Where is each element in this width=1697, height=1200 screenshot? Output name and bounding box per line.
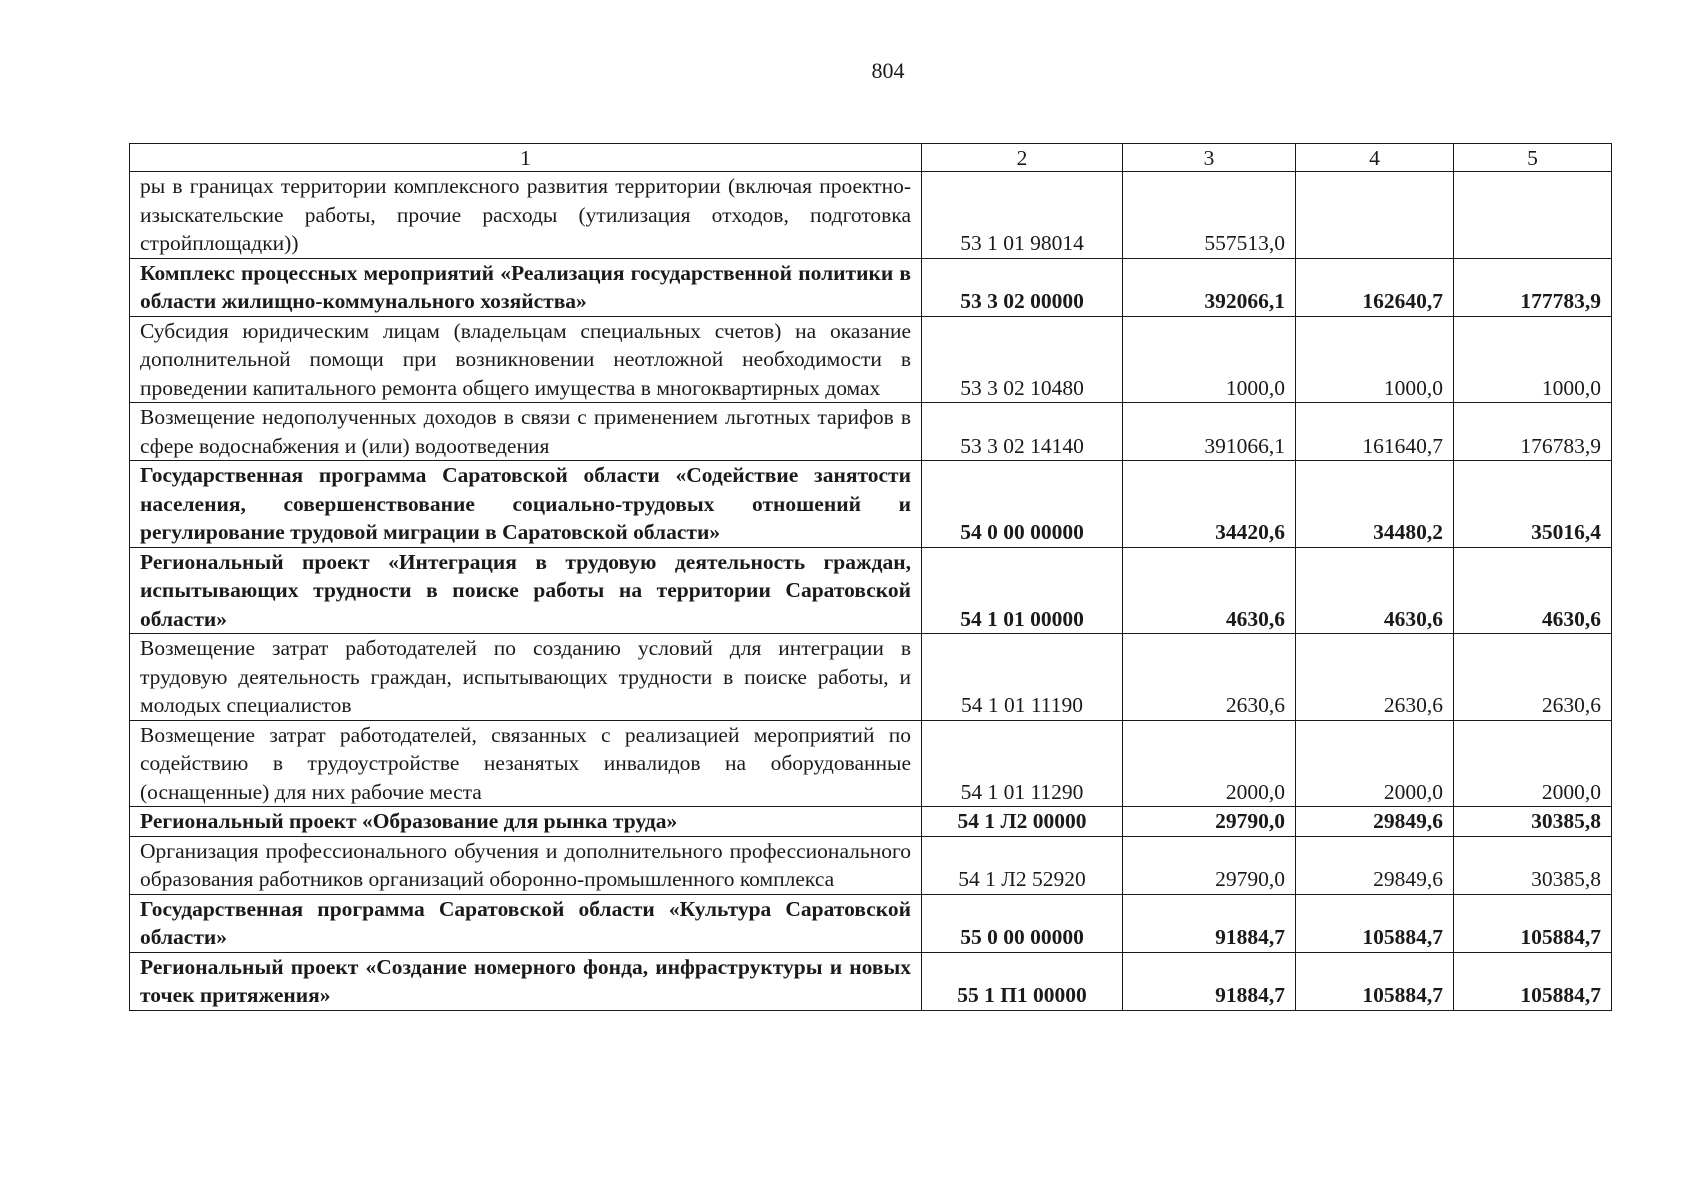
- row-value-5: 35016,4: [1454, 461, 1612, 548]
- row-value-4: 29849,6: [1296, 836, 1454, 894]
- row-value-5: 105884,7: [1454, 894, 1612, 952]
- row-value-3: 1000,0: [1123, 316, 1296, 403]
- row-value-3: 29790,0: [1123, 836, 1296, 894]
- row-value-3: 2000,0: [1123, 720, 1296, 807]
- row-code: 53 1 01 98014: [922, 172, 1123, 259]
- table-row: [130, 172, 1612, 259]
- row-value-3: 391066,1: [1123, 403, 1296, 461]
- row-name: Региональный проект «Интеграция в трудовую деятельность граждан, испытывающих трудности в поиске работы на территории Саратовской области»: [130, 547, 922, 634]
- page-number: 804: [871, 58, 905, 83]
- row-code: 54 1 Л2 52920: [922, 836, 1123, 894]
- row-value-3: 34420,6: [1123, 461, 1296, 548]
- row-name: Государственная программа Саратовской области «Содействие занятости населения, совершенствование социально-трудовых отношений и регулирование трудовой миграции в Саратовской области»: [130, 461, 922, 548]
- column-header-1: 1: [130, 144, 922, 172]
- row-name: Региональный проект «Создание номерного фонда, инфраструктуры и новых точек притяжения»: [130, 952, 922, 1010]
- row-value-5: 30385,8: [1454, 807, 1612, 837]
- table-row: [130, 316, 1612, 403]
- row-value-5: 1000,0: [1454, 316, 1612, 403]
- row-code: 54 1 Л2 00000: [922, 807, 1123, 837]
- row-value-4: 161640,7: [1296, 403, 1454, 461]
- row-value-3: 29790,0: [1123, 807, 1296, 837]
- row-value-5: 4630,6: [1454, 547, 1612, 634]
- column-header-2: 2: [922, 144, 1123, 172]
- table-row: [130, 258, 1612, 316]
- row-value-4: 105884,7: [1296, 894, 1454, 952]
- row-name: Региональный проект «Образование для рынка труда»: [130, 807, 922, 837]
- table-row: [130, 461, 1612, 548]
- row-value-5: 105884,7: [1454, 952, 1612, 1010]
- column-header-5: 5: [1454, 144, 1612, 172]
- row-code: 53 3 02 00000: [922, 258, 1123, 316]
- row-code: 54 0 00 00000: [922, 461, 1123, 548]
- table-row: [130, 807, 1612, 837]
- row-code: 55 0 00 00000: [922, 894, 1123, 952]
- row-name: Возмещение затрат работодателей, связанных с реализацией мероприятий по содействию в трудоустройстве незанятых инвалидов на оборудованные (оснащенные) для них рабочие места: [130, 720, 922, 807]
- column-header-3: 3: [1123, 144, 1296, 172]
- row-value-4: 105884,7: [1296, 952, 1454, 1010]
- column-header-4: 4: [1296, 144, 1454, 172]
- row-code: 54 1 01 00000: [922, 547, 1123, 634]
- row-code: 53 3 02 14140: [922, 403, 1123, 461]
- table-row: [130, 547, 1612, 634]
- row-value-5: 176783,9: [1454, 403, 1612, 461]
- row-name: Возмещение затрат работодателей по созданию условий для интеграции в трудовую деятельность граждан, испытывающих трудности в поиске работы, и молодых специалистов: [130, 634, 922, 721]
- row-value-5: 30385,8: [1454, 836, 1612, 894]
- row-value-4: 2630,6: [1296, 634, 1454, 721]
- row-value-4: 4630,6: [1296, 547, 1454, 634]
- row-value-5: [1454, 172, 1612, 259]
- row-value-4: 29849,6: [1296, 807, 1454, 837]
- row-value-5: 2630,6: [1454, 634, 1612, 721]
- table-row: [130, 634, 1612, 721]
- row-value-4: 162640,7: [1296, 258, 1454, 316]
- row-value-3: 2630,6: [1123, 634, 1296, 721]
- row-value-3: 91884,7: [1123, 952, 1296, 1010]
- row-value-3: 392066,1: [1123, 258, 1296, 316]
- row-name: Возмещение недополученных доходов в связи с применением льготных тарифов в сфере водоснабжения и (или) водоотведения: [130, 403, 922, 461]
- row-code: 55 1 П1 00000: [922, 952, 1123, 1010]
- row-code: 53 3 02 10480: [922, 316, 1123, 403]
- budget-table: [129, 143, 1612, 1011]
- row-name: ры в границах территории комплексного развития территории (включая проектно-изыскательские работы, прочие расходы (утилизация отходов, подготовка стройплощадки)): [130, 172, 922, 259]
- row-value-5: 177783,9: [1454, 258, 1612, 316]
- row-value-4: 2000,0: [1296, 720, 1454, 807]
- row-name: Комплекс процессных мероприятий «Реализация государственной политики в области жилищно-коммунального хозяйства»: [130, 258, 922, 316]
- row-value-3: 91884,7: [1123, 894, 1296, 952]
- header-row: [130, 144, 1612, 172]
- row-name: Организация профессионального обучения и дополнительного профессионального образования работников организаций оборонно-промышленного комплекса: [130, 836, 922, 894]
- row-value-4: 1000,0: [1296, 316, 1454, 403]
- row-name: Государственная программа Саратовской области «Культура Саратовской области»: [130, 894, 922, 952]
- row-value-4: 34480,2: [1296, 461, 1454, 548]
- row-name: Субсидия юридическим лицам (владельцам специальных счетов) на оказание дополнительной помощи при возникновении неотложной необходимости в проведении капитального ремонта общего имущества в многоквартирных домах: [130, 316, 922, 403]
- row-value-3: 4630,6: [1123, 547, 1296, 634]
- row-value-5: 2000,0: [1454, 720, 1612, 807]
- table-row: [130, 836, 1612, 894]
- table-row: [130, 952, 1612, 1010]
- row-code: 54 1 01 11190: [922, 634, 1123, 721]
- table-row: [130, 403, 1612, 461]
- row-code: 54 1 01 11290: [922, 720, 1123, 807]
- row-value-4: [1296, 172, 1454, 259]
- table-row: [130, 720, 1612, 807]
- table-row: [130, 894, 1612, 952]
- row-value-3: 557513,0: [1123, 172, 1296, 259]
